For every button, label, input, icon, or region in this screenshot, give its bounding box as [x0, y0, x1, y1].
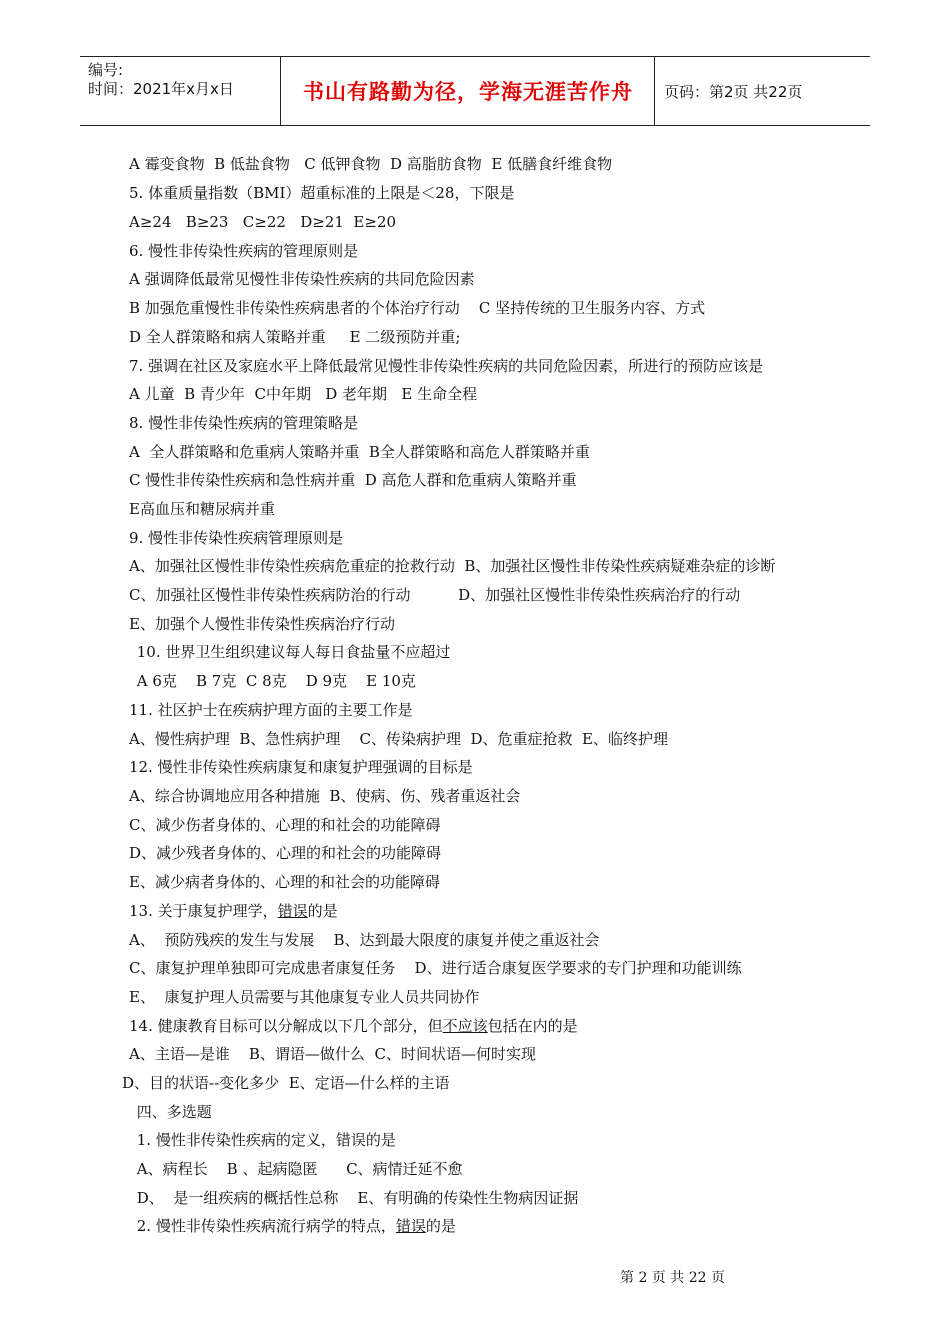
underlined-keyword: 错误: [277, 902, 308, 920]
line-text: 包括在内的是: [487, 1017, 578, 1035]
document-line: D 全人群策略和病人策略并重 E 二级预防并重;: [129, 328, 461, 346]
document-line: 6. 慢性非传染性疾病的管理原则是: [129, 242, 359, 260]
document-time: 时间：2021年x月x日: [88, 80, 234, 98]
header-motto: 书山有路勤为径，学海无涯苦作舟: [303, 80, 633, 104]
document-line: 12. 慢性非传染性疾病康复和康复护理强调的目标是: [129, 758, 473, 776]
document-line: A、主语—是谁 B、谓语—做什么 C、时间状语—何时实现: [129, 1045, 536, 1063]
document-line: [132, 1216, 456, 1236]
page-footer: 第 2 页 共 22 页: [620, 1270, 725, 1286]
line-text: 14. 健康教育目标可以分解成以下几个部分，但: [129, 1017, 443, 1035]
header-page-info: 页码：第2页 共22页: [664, 82, 803, 101]
document-line: E、减少病者身体的、心理的和社会的功能障碍: [129, 873, 440, 891]
line-text: 的是: [307, 902, 338, 920]
document-line: 7. 强调在社区及家庭水平上降低最常见慢性非传染性疾病的共同危险因素，所进行的预防应该是: [129, 357, 764, 375]
underlined-keyword: 错误: [395, 1217, 426, 1235]
page-header: [80, 56, 870, 126]
document-line: A≥24 B≥23 C≥22 D≥21 E≥20: [129, 213, 397, 231]
line-text: 13. 关于康复护理学，: [129, 902, 278, 920]
document-line: C 慢性非传染性疾病和急性病并重 D 高危人群和危重病人策略并重: [129, 471, 577, 489]
document-number-label: 编号:: [88, 61, 124, 79]
document-line: A、慢性病护理 B、急性病护理 C、传染病护理 D、危重症抢救 E、临终护理: [129, 730, 668, 748]
document-line: D、目的状语--变化多少 E、定语—什么样的主语: [122, 1074, 450, 1092]
document-line: A 6克 B 7克 C 8克 D 9克 E 10克: [132, 672, 416, 690]
document-line: A 儿童 B 青少年 C中年期 D 老年期 E 生命全程: [129, 385, 478, 403]
document-line: B 加强危重慢性非传染性疾病患者的个体治疗行动 C 坚持传统的卫生服务内容、方式: [129, 299, 706, 317]
document-line: A、 预防残疾的发生与发展 B、达到最大限度的康复并使之重返社会: [129, 931, 600, 949]
document-line: A 霉变食物 B 低盐食物 C 低钾食物 D 高脂肪食物 E 低膳食纤维食物: [129, 155, 613, 173]
document-line: E、 康复护理人员需要与其他康复专业人员共同协作: [129, 988, 480, 1006]
document-line: D、减少残者身体的、心理的和社会的功能障碍: [129, 844, 442, 862]
document-meta: [88, 61, 278, 99]
document-line: A 全人群策略和危重病人策略并重 B全人群策略和高危人群策略并重: [129, 443, 590, 461]
document-line: 11. 社区护士在疾病护理方面的主要工作是: [129, 701, 413, 719]
document-line: 1. 慢性非传染性疾病的定义，错误的是: [132, 1131, 396, 1149]
document-line: A、加强社区慢性非传染性疾病危重症的抢救行动 B、加强社区慢性非传染性疾病疑难杂症的诊断: [129, 557, 776, 575]
document-line: C、减少伤者身体的、心理的和社会的功能障碍: [129, 816, 441, 834]
header-divider: [280, 57, 281, 125]
document-line: A、综合协调地应用各种措施 B、使病、伤、残者重返社会: [129, 787, 521, 805]
document-line: 9. 慢性非传染性疾病管理原则是: [129, 529, 344, 547]
document-line: 5. 体重质量指数（BMI）超重标准的上限是＜28，下限是: [129, 184, 515, 202]
document-line: A 强调降低最常见慢性非传染性疾病的共同危险因素: [129, 270, 475, 288]
document-line: [129, 901, 338, 921]
line-text: 2. 慢性非传染性疾病流行病学的特点，: [132, 1217, 396, 1235]
document-line: C、加强社区慢性非传染性疾病防治的行动 D、加强社区慢性非传染性疾病治疗的行动: [129, 586, 741, 604]
document-line: C、康复护理单独即可完成患者康复任务 D、进行适合康复医学要求的专门护理和功能训练: [129, 959, 742, 977]
line-text: 的是: [425, 1217, 456, 1235]
document-line: 10. 世界卫生组织建议每人每日食盐量不应超过: [132, 643, 451, 661]
underlined-keyword: 不应该: [442, 1017, 488, 1035]
document-line: A、病程长 B 、起病隐匿 C、病情迁延不愈: [132, 1160, 463, 1178]
header-divider: [654, 57, 655, 125]
document-line: D、 是一组疾病的概括性总称 E、有明确的传染性生物病因证据: [132, 1189, 579, 1207]
document-line: 8. 慢性非传染性疾病的管理策略是: [129, 414, 359, 432]
document-line: [129, 1016, 578, 1036]
document-line: 四、多选题: [132, 1103, 212, 1121]
document-line: E高血压和糖尿病并重: [129, 500, 275, 518]
document-line: E、加强个人慢性非传染性疾病治疗行动: [129, 615, 395, 633]
